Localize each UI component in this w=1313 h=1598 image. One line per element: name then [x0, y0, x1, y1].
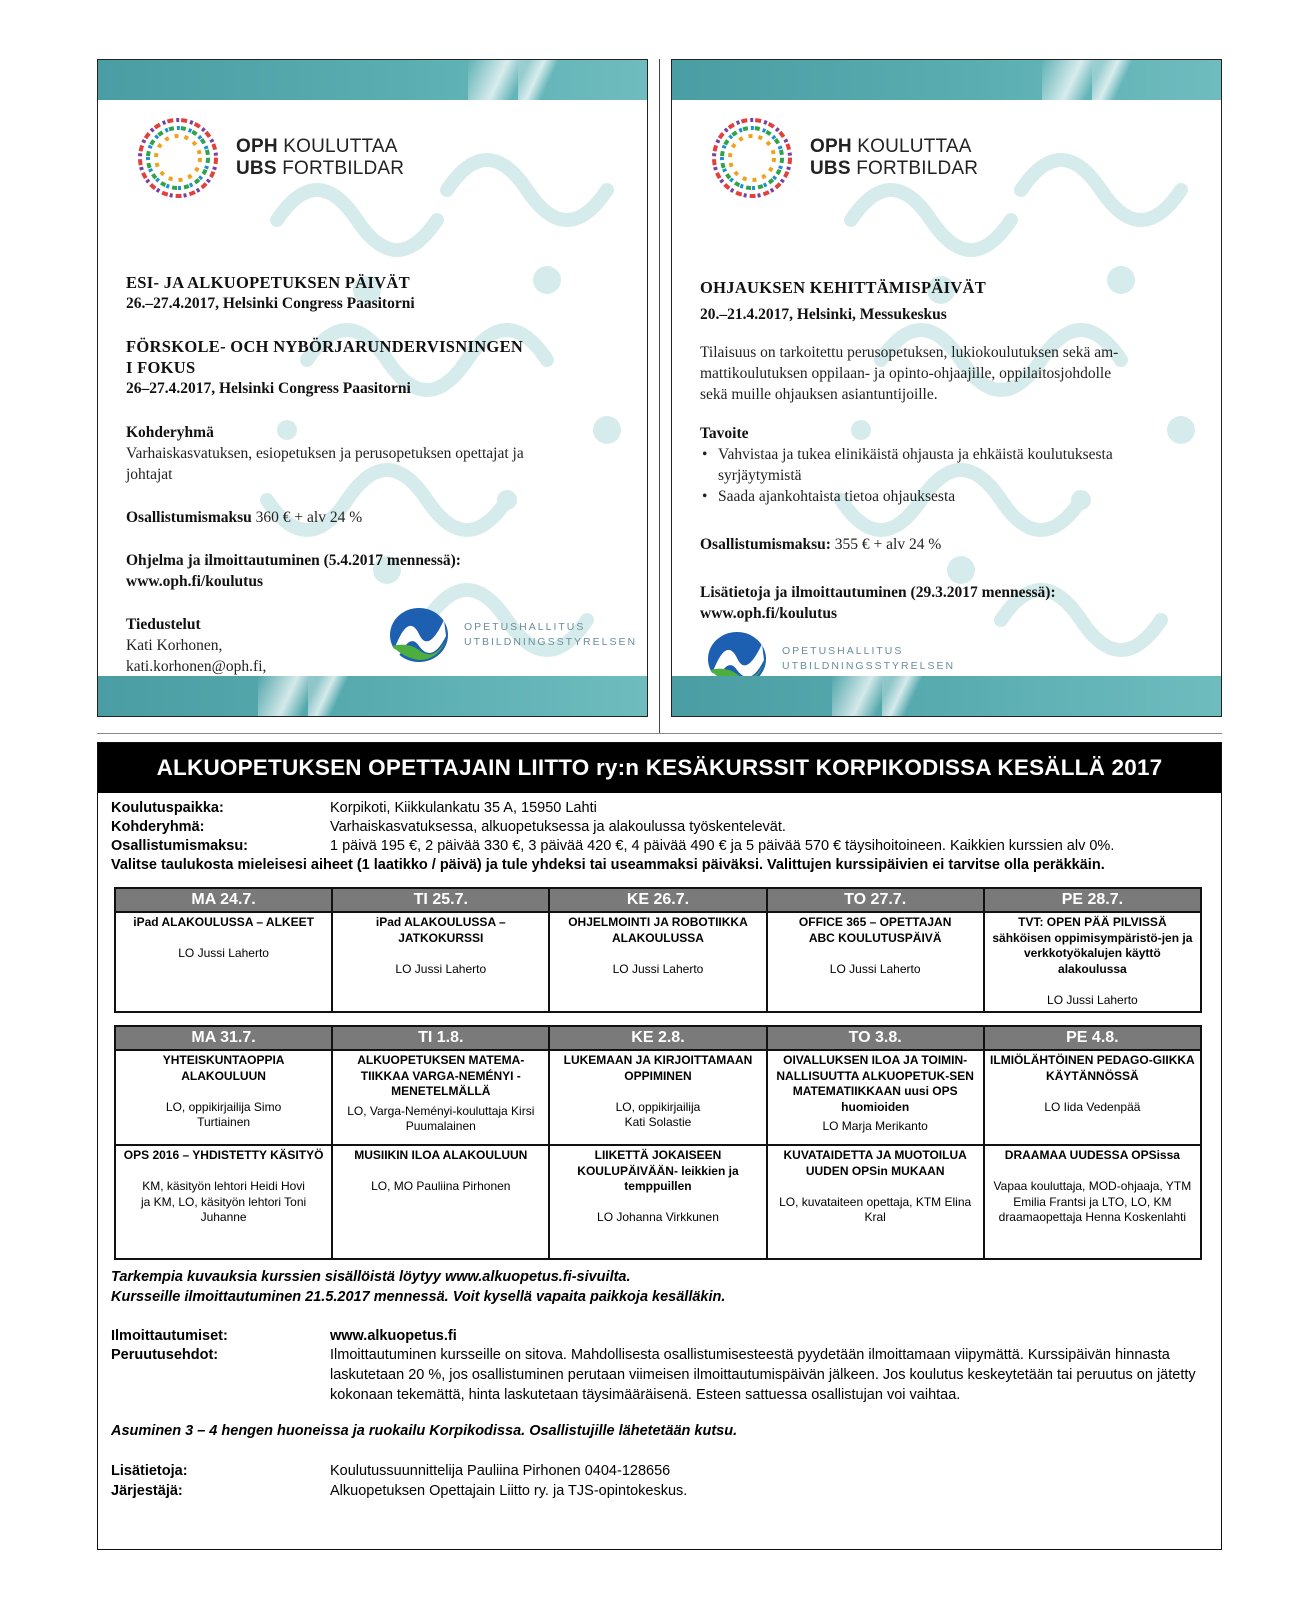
- course-title: KUVATAIDETTA JA MUOTOILUA UUDEN OPSin MUKAAN: [783, 1148, 967, 1178]
- fee-value: 360 € + alv 24 %: [251, 509, 363, 526]
- fee-label: Osallistumismaksu: [126, 509, 252, 526]
- fee-label: Osallistumismaksu:: [111, 838, 248, 854]
- course-title: YHTEISKUNTAOPPIA ALAKOULUUN: [162, 1053, 285, 1083]
- organizer-value: Alkuopetuksen Opettajain Liitto ry. ja TJS-opintokeskus.: [330, 1483, 688, 1499]
- course-cell: [115, 1145, 332, 1259]
- cancel-label: Peruutusehdot:: [111, 1347, 219, 1363]
- course-cell: [332, 912, 549, 1012]
- course-cell: [984, 912, 1201, 1012]
- org-name-fi: OPETUSHALLITUS: [782, 645, 904, 657]
- course-cell: [549, 912, 766, 1012]
- logo-kouluttaa: KOULUTTAA: [857, 136, 972, 157]
- logo-ubs: UBS: [810, 158, 851, 179]
- course-title: iPad ALAKOULUSSA – JATKOKURSSI: [375, 915, 506, 945]
- course-teacher: KM, käsityön lehtori Heidi Hovi ja KM, LO, käsityön lehtori Toni Juhanne: [141, 1179, 307, 1224]
- contact-label: Tiedustelut: [126, 616, 201, 633]
- course-title: LIIKETTÄ JOKAISEEN KOULUPÄIVÄÄN- leikkien ja temppuillen: [577, 1148, 739, 1193]
- section-divider: [97, 733, 1222, 734]
- course-teacher: LO, MO Pauliina Pirhonen: [371, 1179, 511, 1193]
- course-cell: [332, 1145, 549, 1259]
- course-teacher: LO Jussi Laherto: [829, 961, 921, 976]
- ad-top-band: [98, 60, 647, 100]
- org-name-sv: UTBILDNINGSSTYRELSEN: [782, 660, 956, 672]
- course-cell: [984, 1050, 1201, 1145]
- course-teacher: LO, Varga-Neményi-kouluttaja Kirsi Puumalainen: [347, 1103, 535, 1133]
- course-teacher: LO Iida Vedenpää: [1044, 1099, 1141, 1114]
- target-label: Kohderyhmä:: [111, 819, 205, 835]
- day-header: TI 25.7.: [332, 888, 549, 912]
- contact-name: Kati Korhonen,: [126, 637, 223, 654]
- fee-label: Osallistumismaksu:: [700, 536, 831, 553]
- course-teacher: LO Johanna Virkkunen: [597, 1210, 719, 1224]
- goals-label: Tavoite: [700, 425, 749, 442]
- course-cell: [549, 1145, 766, 1259]
- fee-value: 1 päivä 195 €, 2 päivää 330 €, 3 päivää 420 €, 4 päivää 490 € ja 5 päivää 570 € täysihoitoineen. Kaikkien kurssien alv 0%.: [330, 838, 1115, 854]
- contact-email[interactable]: kati.korhonen@oph.fi,: [126, 658, 267, 675]
- course-cell: [767, 1050, 984, 1145]
- info-url[interactable]: www.oph.fi/koulutus: [700, 605, 837, 622]
- ad-bottom-band: [98, 676, 647, 716]
- event-date: 20.–21.4.2017, Helsinki, Messukeskus: [700, 306, 947, 323]
- intro-line-3: sekä muille ohjauksen asiantuntijoille.: [700, 386, 938, 403]
- logo-fortbildar: FORTBILDAR: [856, 158, 979, 179]
- ad-top-band: [672, 60, 1221, 100]
- lodging-note: Asuminen 3 – 4 hengen huoneissa ja ruokailu Korpikodissa. Osallistujille lähetetään kutsu.: [111, 1423, 738, 1439]
- course-teacher: LO Jussi Laherto: [395, 961, 487, 976]
- summer-courses-notice: [97, 742, 1222, 1550]
- registration-deadline: Kursseille ilmoittautuminen 21.5.2017 mennessä. Voit kysellä vapaita paikkoja kesälläkin.: [111, 1289, 726, 1305]
- course-teacher: LO, kuvataiteen opettaja, KTM Elina Kral: [779, 1194, 972, 1224]
- course-title: TVT: OPEN PÄÄ PILVISSÄ sähköisen oppimisympäristö-jen ja verkkotyökalujen käyttö alakoulussa: [992, 915, 1193, 976]
- course-title: MUSIIKIN ILOA ALAKOULUUN: [354, 1148, 528, 1162]
- course-teacher: LO Jussi Laherto: [178, 946, 269, 960]
- schedule-week-1: [114, 887, 1202, 1013]
- course-title: DRAAMAA UUDESSA OPSissa: [1004, 1148, 1180, 1162]
- signup-link[interactable]: www.alkuopetus.fi: [330, 1328, 457, 1344]
- target-text-1: Varhaiskasvatuksen, esiopetuksen ja perusopetuksen opettajat ja: [126, 445, 524, 462]
- course-teacher: LO Jussi Laherto: [1047, 992, 1138, 1007]
- target-value: Varhaiskasvatuksessa, alkuopetuksessa ja alakoulussa työskentelevät.: [330, 819, 786, 835]
- place-label: Koulutuspaikka:: [111, 800, 224, 816]
- day-header: MA 24.7.: [115, 888, 332, 912]
- course-title: OFFICE 365 – OPETTAJAN ABC KOULUTUSPÄIVÄ: [798, 915, 952, 945]
- course-cell: [767, 912, 984, 1012]
- course-teacher: Vapaa kouluttaja, MOD-ohjaaja, YTM Emilia Frantsi ja LTO, LO, KM draamaopettaja Henna Koskenlahti: [993, 1179, 1192, 1224]
- program-label: Ohjelma ja ilmoittautuminen (5.4.2017 mennessä):: [126, 552, 461, 569]
- wreath-logo-icon: [132, 112, 224, 204]
- day-header: KE 2.8.: [549, 1026, 766, 1050]
- oph-ad-esi-alkuopetus: [97, 59, 648, 717]
- course-cell: [115, 1050, 332, 1145]
- course-teacher: LO Marja Merikanto: [822, 1119, 928, 1133]
- opetushallitus-logo-icon: [388, 606, 450, 664]
- notice-header: ALKUOPETUKSEN OPETTAJAIN LIITTO ry:n KESÄKURSSIT KORPIKODISSA KESÄLLÄ 2017: [98, 743, 1221, 793]
- info-value: Koulutussuunnittelija Pauliina Pirhonen 0404-128656: [330, 1463, 671, 1479]
- info-label: Lisätietoja ja ilmoittautuminen (29.3.2017 mennessä):: [700, 584, 1056, 601]
- day-header: PE 28.7.: [984, 888, 1201, 912]
- course-title: ILMIÖLÄHTÖINEN PEDAGO-GIIKKA KÄYTÄNNÖSSÄ: [990, 1053, 1195, 1083]
- cancel-text: Ilmoittautuminen kursseille on sitova. Mahdollisesta osallistumisesteestä pyydetään ilmoittamaan viipymättä. Kurssipäivän hinnasta laskutetaan 20 %, jos osallistuminen perutaan viimeisen ilmoittautumispäivän jälkeen. Jos koulutus keskeytetään tai peruutus on jätetty kokonaan tekemättä, hinta laskutetaan täysimääräisenä. Esteen sattuessa osallistujan voi vaihtaa.: [330, 1347, 1196, 1403]
- course-teacher: LO, oppikirjailija Kati Solastie: [615, 1099, 701, 1129]
- event-date-sv: 26–27.4.2017, Helsinki Congress Paasitorni: [126, 380, 411, 397]
- course-title: ALKUOPETUKSEN MATEMA-TIIKKAA VARGA-NEMÉNYI -MENETELMÄLLÄ: [357, 1053, 525, 1098]
- goal-item: • Vahvistaa ja tukea elinikäistä ohjausta ja ehkäistä koulutuksesta syrjäytymistä: [718, 444, 1201, 486]
- oph-kouluttaa-logo: [132, 112, 404, 204]
- course-cell: [767, 1145, 984, 1259]
- oph-ad-ohjaus: [671, 59, 1222, 717]
- course-cell: [115, 912, 332, 1012]
- target-label: Kohderyhmä: [126, 424, 214, 441]
- schedule-week-2: [114, 1025, 1202, 1260]
- intro-line-1: Tilaisuus on tarkoitettu perusopetuksen, lukiokoulutuksen sekä am-: [700, 344, 1119, 361]
- event-title: OHJAUKSEN KEHITTÄMISPÄIVÄT: [700, 278, 987, 297]
- intro-line-2: mattikoulutuksen oppilaan- ja opinto-ohjaajille, oppilaitosjohdolle: [700, 365, 1112, 382]
- wreath-logo-icon: [706, 112, 798, 204]
- choose-instruction: Valitse taulukosta mieleisesi aiheet (1 laatikko / päivä) ja tule yhdeksi tai useammaksi päiväksi. Valittujen kurssipäivien ei tarvitse olla peräkkäin.: [111, 857, 1105, 873]
- course-teacher: LO Jussi Laherto: [612, 961, 704, 976]
- logo-ubs: UBS: [236, 158, 277, 179]
- logo-kouluttaa: KOULUTTAA: [283, 136, 398, 157]
- ad-bottom-band: [672, 676, 1221, 716]
- day-header: PE 4.8.: [984, 1026, 1201, 1050]
- course-title: LUKEMAAN JA KIRJOITTAMAAN OPPIMINEN: [563, 1053, 753, 1083]
- target-text-2: johtajat: [126, 466, 173, 483]
- day-header: TO 3.8.: [767, 1026, 984, 1050]
- event-title-sv-1: FÖRSKOLE- OCH NYBÖRJARUNDERVISNINGEN: [126, 337, 524, 356]
- course-title: OPS 2016 – YHDISTETTY KÄSITYÖ: [123, 1148, 324, 1162]
- opetushallitus-logo: [388, 606, 637, 664]
- day-header: MA 31.7.: [115, 1026, 332, 1050]
- org-name-fi: OPETUSHALLITUS: [464, 621, 586, 633]
- course-title: iPad ALAKOULUSSA – ALKEET: [133, 915, 314, 929]
- column-divider: [659, 59, 660, 734]
- fee-value: 355 € + alv 24 %: [830, 536, 942, 553]
- organizer-label: Järjestäjä:: [111, 1483, 183, 1499]
- course-title: OHJELMOINTI JA ROBOTIIKKA ALAKOULUSSA: [568, 915, 748, 945]
- course-title: OIVALLUKSEN ILOA JA TOIMIN-NALLISUUTTA ALKUOPETUK-SEN MATEMATIIKKAAN uusi OPS huomioiden: [776, 1053, 974, 1114]
- signup-label: Ilmoittautumiset:: [111, 1328, 228, 1344]
- goal-item: • Saada ajankohtaista tietoa ohjauksesta: [718, 486, 1201, 507]
- more-info-note: Tarkempia kuvauksia kurssien sisällöistä löytyy www.alkuopetus.fi-sivuilta.: [111, 1269, 631, 1285]
- event-title-sv-2: I FOKUS: [126, 358, 196, 377]
- course-cell: [332, 1050, 549, 1145]
- logo-fortbildar: FORTBILDAR: [282, 158, 405, 179]
- place-value: Korpikoti, Kiikkulankatu 35 A, 15950 Lahti: [330, 800, 597, 816]
- program-url[interactable]: www.oph.fi/koulutus: [126, 573, 263, 590]
- oph-kouluttaa-logo: [706, 112, 978, 204]
- event-date: 26.–27.4.2017, Helsinki Congress Paasitorni: [126, 295, 415, 312]
- day-header: TI 1.8.: [332, 1026, 549, 1050]
- event-title: ESI- JA ALKUOPETUKSEN PÄIVÄT: [126, 273, 410, 292]
- day-header: KE 26.7.: [549, 888, 766, 912]
- course-cell: [984, 1145, 1201, 1259]
- course-teacher: LO, oppikirjailija Simo Turtiainen: [165, 1099, 282, 1129]
- day-header: TO 27.7.: [767, 888, 984, 912]
- org-name-sv: UTBILDNINGSSTYRELSEN: [464, 636, 638, 648]
- goals-list: [700, 444, 1201, 507]
- logo-oph: OPH: [810, 136, 852, 157]
- course-cell: [549, 1050, 766, 1145]
- info-label: Lisätietoja:: [111, 1463, 188, 1479]
- logo-oph: OPH: [236, 136, 278, 157]
